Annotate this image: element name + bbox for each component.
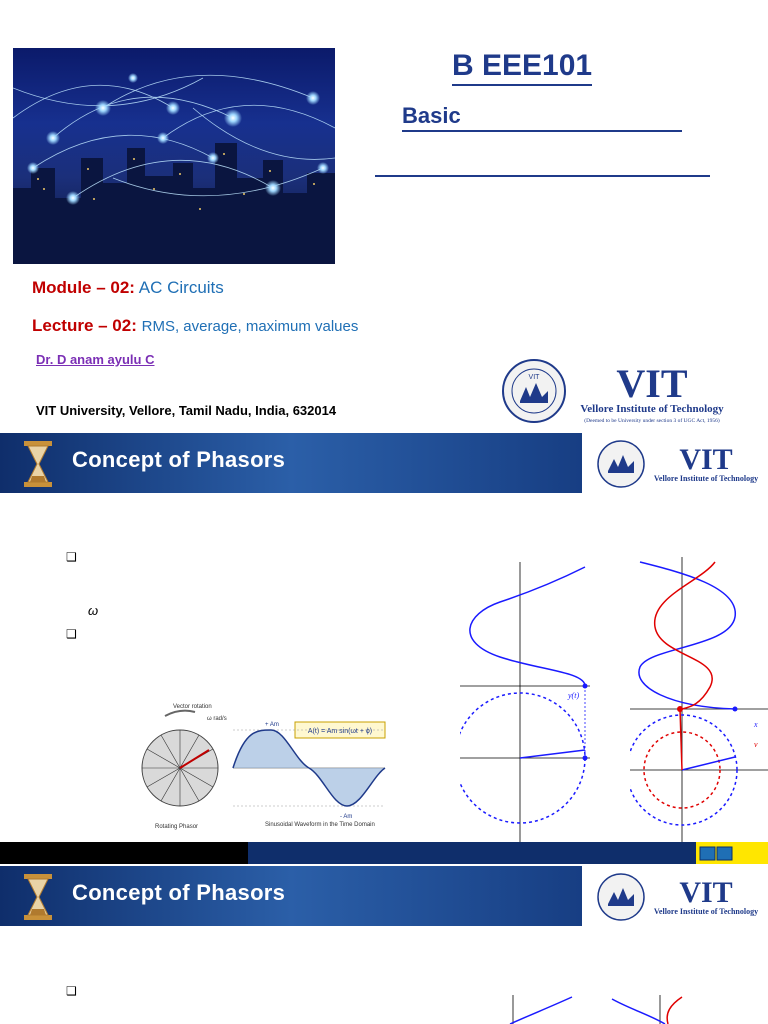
instructor-name: Dr. D anam ayulu C (36, 352, 155, 367)
svg-text:Sinusoidal Waveform in the Tim: Sinusoidal Waveform in the Time Domain (265, 822, 375, 828)
vit-wordmark: VIT (616, 361, 688, 406)
banner-bar (0, 866, 582, 926)
svg-text:VIT: VIT (679, 443, 733, 476)
city-network-image (13, 48, 335, 264)
plot2-label-x: x (754, 720, 758, 729)
omega-symbol: ω (88, 603, 99, 618)
hourglass-icon (20, 874, 56, 920)
lecture-label: Lecture – 02: (32, 316, 137, 335)
banner-vit-logo (596, 872, 768, 922)
vit-fullname: Vellore Institute of Technology (580, 403, 724, 415)
phasor-formula: A(t) = Am sin(ωt + ϕ) (307, 728, 373, 735)
slide3-title: Concept of Phasors (72, 880, 286, 905)
bullet-1: ❑ (66, 550, 77, 564)
svg-text:ω rad/s: ω rad/s (207, 716, 227, 722)
vit-logo (500, 357, 740, 425)
slide2-banner (0, 433, 768, 493)
partial-phasor-plots (500, 995, 768, 1024)
university-address: VIT University, Vellore, Tamil Nadu, India, 632014 (36, 403, 337, 418)
module-label: Module – 02: (32, 278, 135, 297)
svg-text:Vector rotation: Vector rotation (173, 704, 212, 710)
banner-bar (0, 433, 582, 493)
phasor-plot-double (630, 557, 768, 842)
hourglass-icon (20, 441, 56, 487)
slide-separator (0, 842, 768, 864)
seal-text: VIT (528, 374, 540, 381)
course-code: B EEE101 (452, 48, 592, 86)
bullet-3: ❑ (66, 984, 77, 998)
book-icon (698, 844, 734, 862)
module-value: AC Circuits (138, 278, 224, 297)
phasor-plot-single (460, 562, 590, 842)
slide2-title: Concept of Phasors (72, 447, 286, 472)
svg-text:- Am: - Am (340, 814, 353, 820)
bullet-2: ❑ (66, 627, 77, 641)
svg-text:Vellore Institute of Technolog: Vellore Institute of Technology (653, 474, 759, 483)
banner-vit-logo (596, 439, 768, 489)
title-underline (375, 175, 710, 177)
module-line (32, 278, 224, 298)
vit-subtitle: (Deemed to be University under section 3 of UGC Act, 1956) (584, 418, 720, 424)
rotating-phasor-diagram (135, 700, 395, 840)
plot2-label-v: v (754, 740, 758, 749)
svg-text:+ Am: + Am (265, 722, 279, 728)
svg-text:Rotating Phasor: Rotating Phasor (155, 824, 199, 830)
lecture-line (32, 316, 358, 336)
lecture-value: RMS, average, maximum values (141, 318, 359, 335)
slide3-banner (0, 866, 768, 926)
svg-text:Vellore Institute of Technolog: Vellore Institute of Technology (653, 907, 759, 916)
course-title: Basic (402, 102, 682, 132)
plot1-label: y(t) (568, 691, 580, 700)
svg-text:VIT: VIT (679, 876, 733, 909)
